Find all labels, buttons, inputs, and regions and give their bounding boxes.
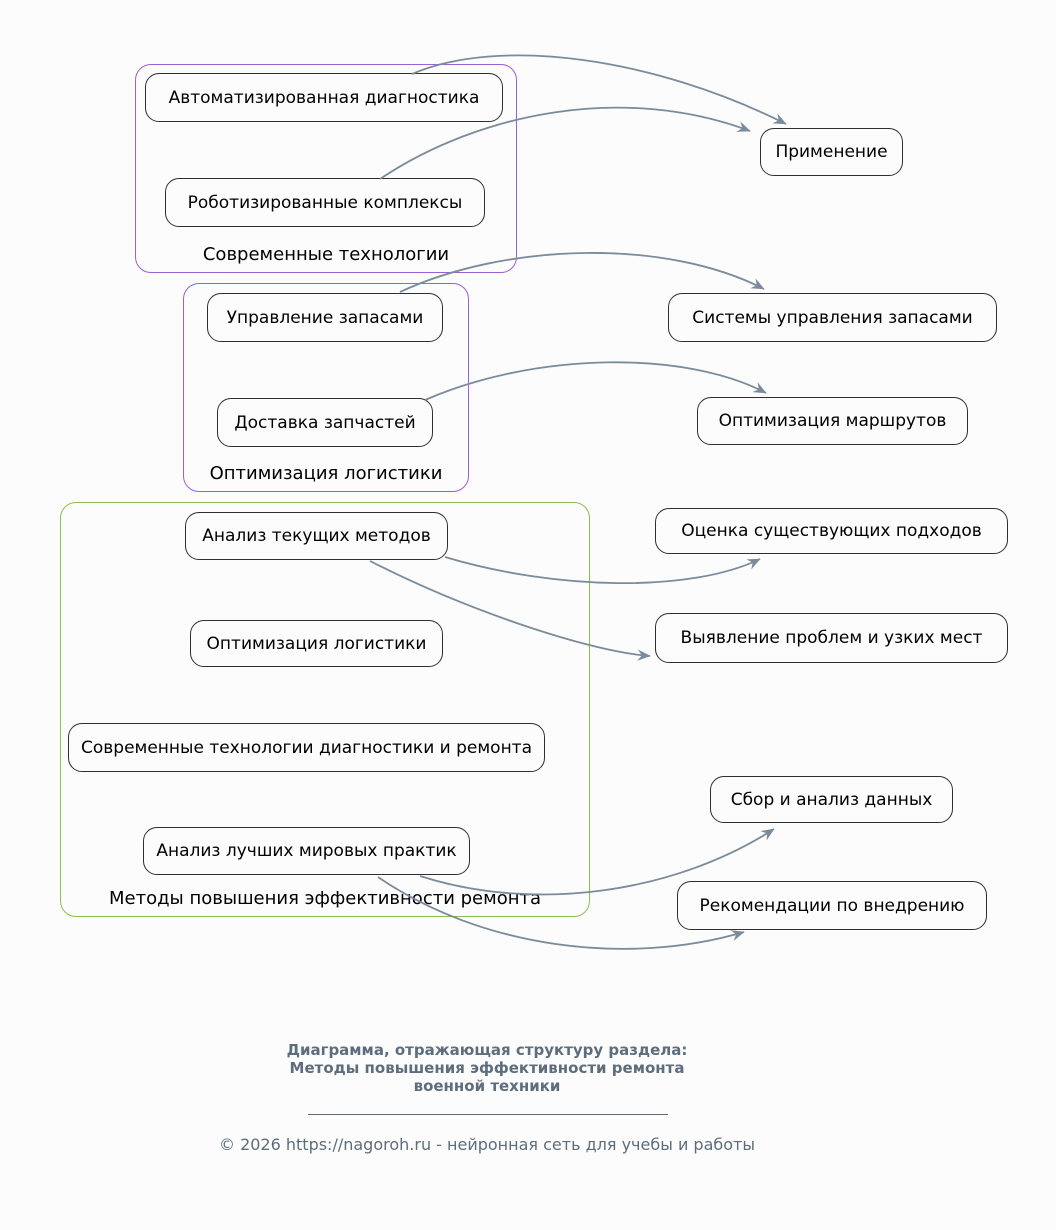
node-route-optimization: Оптимизация маршрутов — [697, 397, 968, 445]
node-data-collection-analysis: Сбор и анализ данных — [710, 776, 953, 823]
footer-caption — [0, 1041, 974, 1095]
node-existing-approaches-evaluation: Оценка существующих подходов — [655, 508, 1008, 554]
edge-parts-delivery-to-route-optimization — [425, 362, 766, 400]
node-modern-diag-repair-tech: Современные технологии диагностики и ремонта — [68, 723, 545, 772]
node-problems-bottlenecks: Выявление проблем и узких мест — [655, 613, 1008, 663]
node-logistics-optimization: Оптимизация логистики — [190, 620, 443, 667]
node-auto-diagnostics: Автоматизированная диагностика — [145, 73, 503, 122]
footer-caption-line1: Диаграмма, отражающая структуру раздела: — [286, 1041, 688, 1059]
footer-divider — [308, 1114, 668, 1115]
group-label-modern-technologies: Современные технологии — [202, 244, 450, 265]
node-parts-delivery: Доставка запчастей — [217, 398, 433, 447]
footer-copyright: © 2026 https://nagoroh.ru - нейронная сеть для учебы и работы — [218, 1135, 755, 1154]
group-label-logistics-optimization: Оптимизация логистики — [209, 463, 443, 484]
node-implementation-recommendations: Рекомендации по внедрению — [677, 881, 987, 930]
node-inventory-management: Управление запасами — [207, 293, 443, 342]
group-label-repair-efficiency-methods: Методы повышения эффективности ремонта — [109, 888, 541, 909]
node-application: Применение — [760, 128, 903, 176]
footer-caption-line3: военной техники — [413, 1077, 561, 1095]
footer-caption-line2: Методы повышения эффективности ремонта — [289, 1059, 685, 1077]
node-best-world-practices: Анализ лучших мировых практик — [143, 827, 470, 875]
node-inventory-systems: Системы управления запасами — [668, 293, 997, 342]
node-robotic-complexes: Роботизированные комплексы — [165, 178, 485, 227]
node-current-methods-analysis: Анализ текущих методов — [185, 512, 448, 560]
